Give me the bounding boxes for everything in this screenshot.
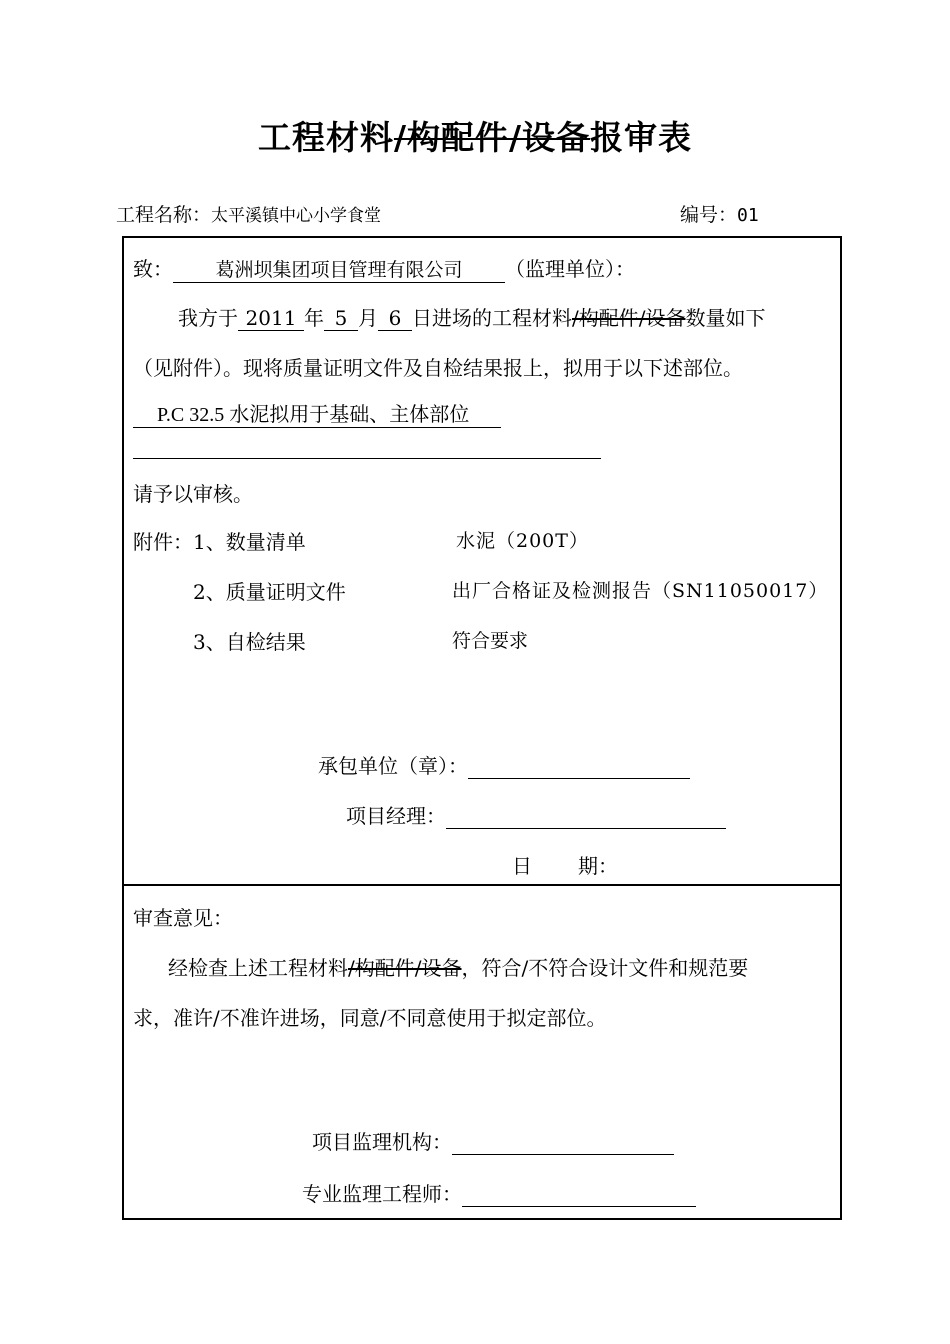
number-value: 01: [737, 205, 759, 226]
section-divider: [122, 884, 842, 886]
entry-month: 5: [324, 307, 358, 331]
supervision-org-field[interactable]: [452, 1132, 674, 1155]
title-end: 报审表: [590, 118, 693, 157]
attachment-value: 出厂合格证及检测报告（SN11050017）: [452, 580, 829, 602]
attachment-label: 3、自检结果: [193, 630, 306, 654]
contractor-signature-field[interactable]: [468, 756, 690, 779]
title-main: 工程材料: [257, 118, 394, 157]
form-title: [0, 112, 950, 159]
manager-row: [346, 800, 726, 829]
attach-label: 附件：: [133, 530, 193, 554]
review-struck: /构配件/设备: [348, 956, 462, 980]
intro-prefix: 我方于: [178, 306, 238, 330]
to-label: 致：: [133, 257, 173, 281]
year-unit: 年: [304, 306, 324, 330]
supervision-org-label: 项目监理机构：: [312, 1130, 452, 1154]
manager-label: 项目经理：: [346, 804, 446, 828]
form-box: [122, 236, 842, 1220]
project-name: 太平溪镇中心小学食堂: [211, 206, 382, 226]
engineer-signature-field[interactable]: [462, 1184, 696, 1207]
intro-end: 数量如下: [685, 306, 766, 330]
supervision-org-row: [312, 1126, 674, 1155]
intro-struck: /构配件/设备: [572, 306, 686, 330]
attachment-label: 1、数量清单: [193, 530, 306, 554]
manager-signature-field[interactable]: [446, 806, 726, 829]
engineer-row: [302, 1178, 696, 1207]
intro-mid: 日进场的工程材料: [412, 306, 572, 330]
intro-line: [178, 302, 765, 331]
title-struck-part: /构配件/设备: [393, 118, 591, 157]
usage-text: P.C 32.5 水泥拟用于基础、主体部位: [133, 404, 501, 428]
project-name-row: [116, 200, 381, 227]
review-line-2: 求，准许/不准许进场，同意/不同意使用于拟定部位。: [133, 1006, 607, 1030]
intro-line-2: （见附件）。现将质量证明文件及自检结果报上，拟用于以下述部位。: [133, 356, 743, 380]
attachment-label: 2、质量证明文件: [193, 580, 346, 604]
contractor-row: [318, 750, 690, 779]
number-row: [680, 200, 759, 227]
entry-day: 6: [378, 307, 412, 331]
engineer-label: 专业监理工程师：: [302, 1182, 462, 1206]
recipient-row: [133, 253, 635, 283]
date-label-period: 期：: [578, 854, 618, 878]
review-end: ，符合/不符合设计文件和规范要: [461, 956, 749, 980]
date-label-day: 日: [512, 854, 532, 878]
review-line-1: [168, 952, 748, 981]
blank-line: [133, 458, 601, 459]
project-label: 工程名称：: [116, 204, 212, 226]
review-label: 审查意见：: [133, 906, 233, 930]
request-text: 请予以审核。: [133, 482, 253, 506]
attachment-row-1: [133, 526, 306, 555]
month-unit: 月: [358, 306, 378, 330]
date-row: [512, 850, 618, 879]
entry-year: 2011: [238, 307, 304, 331]
recipient-suffix: （监理单位）：: [505, 257, 635, 281]
contractor-label: 承包单位（章）：: [318, 754, 468, 778]
attachment-value: 水泥（200T）: [456, 530, 589, 552]
recipient-name: 葛洲坝集团项目管理有限公司: [173, 260, 505, 283]
attachment-value: 符合要求: [452, 630, 529, 652]
number-label: 编号：: [680, 204, 738, 226]
usage-row: [133, 402, 501, 428]
review-prefix: 经检查上述工程材料: [168, 956, 348, 980]
